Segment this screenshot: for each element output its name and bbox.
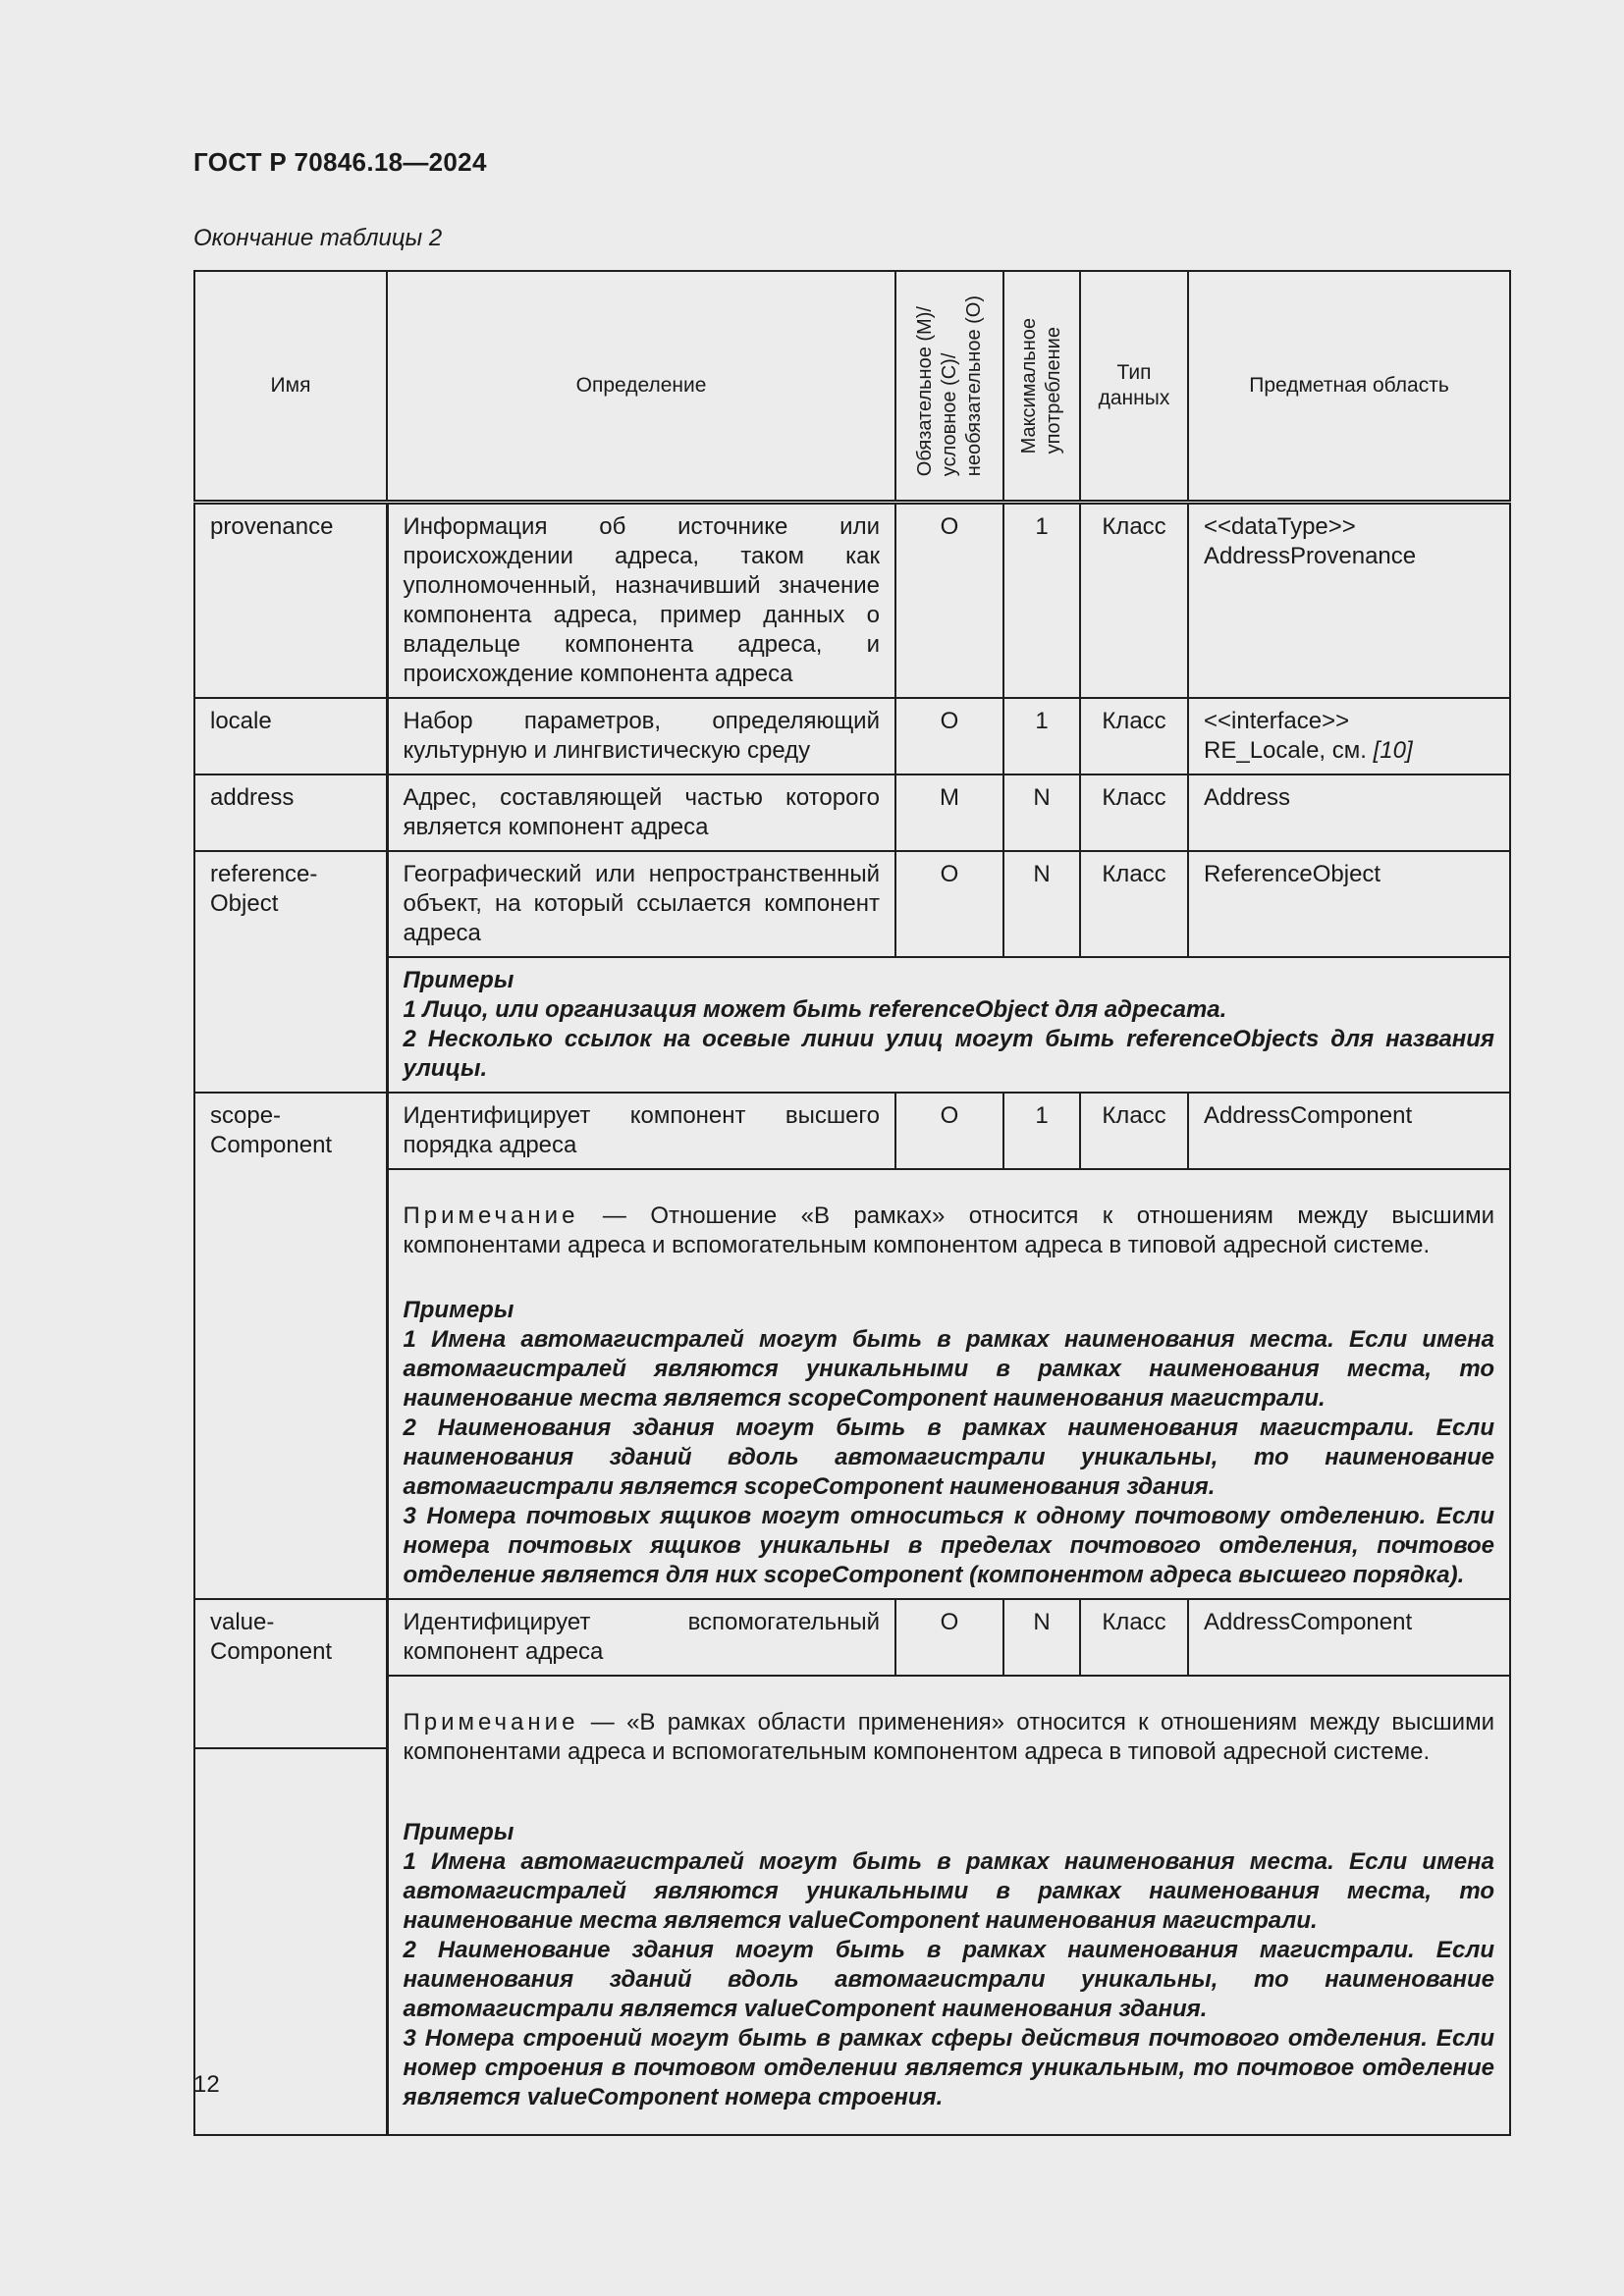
row-name-part: value- (210, 1609, 275, 1635)
row-max: N (1003, 774, 1080, 851)
header-name: Имя (194, 271, 387, 503)
row-max: 1 (1003, 1093, 1080, 1169)
row-domain: AddressComponent (1188, 1599, 1510, 1676)
table-row-examples (194, 1676, 1510, 2135)
examples-title: Примеры (403, 967, 514, 993)
row-type: Класс (1080, 851, 1188, 957)
row-type: Класс (1080, 1599, 1188, 1676)
row-obligation: O (895, 698, 1003, 774)
header-definition: Определение (387, 271, 895, 503)
note-label: Примечание (403, 1709, 579, 1735)
header-obligation-line: Обязательное (M)/ (913, 305, 936, 477)
row-name-part: reference- (210, 861, 318, 887)
row-domain (1188, 698, 1510, 774)
row-definition: Идентифицирует компонент высшего порядка адреса (387, 1093, 895, 1169)
table-row (194, 1093, 1510, 1169)
row-obligation: O (895, 851, 1003, 957)
example-item: 2 Несколько ссылок на осевые линии улиц могут быть referenceObjects для названия улицы. (403, 1026, 1494, 1082)
row-type: Класс (1080, 503, 1188, 699)
table-row-examples (194, 1169, 1510, 1599)
bibliography-reference-link[interactable]: [10] (1373, 737, 1413, 764)
table-row (194, 698, 1510, 774)
row-obligation: O (895, 503, 1003, 699)
examples-title: Примеры (403, 1297, 514, 1323)
row-domain: ReferenceObject (1188, 851, 1510, 957)
row-domain (1188, 503, 1510, 699)
attributes-table (193, 270, 1511, 2136)
row-name (194, 1599, 387, 2135)
example-item: 3 Номера почтовых ящиков могут относиться к одному почтовому отделению. Если номера почтовых ящиков уникальны в пределах почтового отделения, почтовое отделение является для них scopeComponent (компонентом адреса высшего порядка). (403, 1503, 1494, 1588)
row-definition: Географический или непространственный объект, на который ссылается компонент адреса (387, 851, 895, 957)
document-title: ГОСТ Р 70846.18—2024 (193, 147, 487, 177)
header-obligation-line: необязательное (O) (962, 294, 985, 477)
row-obligation: M (895, 774, 1003, 851)
note-text: — Отношение «В рамках» относится к отношениям между высшими компонентами адреса и вспомогательным компонентом адреса в типовой адресной системе. (403, 1202, 1494, 1258)
row-domain: Address (1188, 774, 1510, 851)
header-obligation (895, 271, 1003, 503)
examples-block (387, 957, 1510, 1093)
row-max: N (1003, 851, 1080, 957)
example-item: 1 Имена автомагистралей могут быть в рамках наименования места. Если имена автомагистралей являются уникальными в рамках наименования места, то наименование места является valueComponent наименования магистрали. (403, 1848, 1494, 1934)
header-max-occurrence (1003, 271, 1080, 503)
table-row-examples (194, 957, 1510, 1093)
row-obligation: O (895, 1599, 1003, 1676)
row-name: address (194, 774, 387, 851)
row-definition: Набор параметров, определяющий культурную и лингвистическую среду (387, 698, 895, 774)
row-name: provenance (194, 503, 387, 699)
examples-block (404, 1296, 1495, 1590)
header-type-line: данных (1098, 387, 1170, 409)
row-definition: Информация об источнике или происхождении адреса, таком как уполномоченный, назначивший значение компонента адреса, пример данных о владельце компонента адреса, и происхождение компонента адреса (387, 503, 895, 699)
header-max-line: употребление (1043, 326, 1064, 454)
example-item: 1 Имена автомагистралей могут быть в рамках наименования места. Если имена автомагистралей являются уникальными в рамках наименования места, то наименование места является scopeComponent наименования магистрали. (403, 1326, 1494, 1412)
row-domain: AddressComponent (1188, 1093, 1510, 1169)
row-definition: Адрес, составляющей частью которого является компонент адреса (387, 774, 895, 851)
page-number: 12 (193, 2071, 220, 2098)
row-definition: Идентифицирует вспомогательный компонент адреса (387, 1599, 895, 1676)
table-row (194, 1599, 1510, 1676)
row-name-part: scope- (210, 1102, 282, 1129)
domain-class: AddressProvenance (1204, 543, 1417, 569)
example-item: 2 Наименования здания могут быть в рамках наименования магистрали. Если наименования зданий вдоль автомагистрали уникальны, то наименование автомагистрали является scopeComponent наименования здания. (403, 1415, 1494, 1500)
domain-stereotype: <<dataType>> (1204, 513, 1356, 540)
examples-title: Примеры (403, 1819, 514, 1845)
table-row (194, 774, 1510, 851)
row-name-part: Object (210, 890, 279, 917)
domain-class (1204, 736, 1494, 766)
note (404, 1708, 1495, 1767)
row-max: 1 (1003, 698, 1080, 774)
row-name-part: Component (210, 1638, 333, 1665)
table-caption: Окончание таблицы 2 (193, 225, 443, 251)
row-name (194, 851, 387, 1093)
notes-and-examples (387, 1676, 1510, 2135)
table-row (194, 851, 1510, 957)
domain-stereotype: <<interface>> (1204, 708, 1350, 734)
header-data-type (1080, 271, 1188, 503)
row-type: Класс (1080, 774, 1188, 851)
row-obligation: O (895, 1093, 1003, 1169)
example-item: 2 Наименование здания могут быть в рамках наименования магистрали. Если наименования зданий вдоль автомагистрали уникальны, то наименование автомагистрали является valueComponent наименования здания. (403, 1937, 1494, 2022)
header-type-line: Тип (1116, 361, 1152, 384)
empty-name-cell (195, 1747, 386, 1749)
row-name (194, 1093, 387, 1599)
domain-class-text: RE_Locale, см. (1204, 737, 1374, 764)
row-name-part: Component (210, 1132, 333, 1158)
header-max-line: Максимальное (1018, 317, 1040, 454)
notes-and-examples (387, 1169, 1510, 1599)
table-row (194, 503, 1510, 699)
header-obligation-line: условное (C)/ (938, 352, 960, 477)
examples-block (404, 1818, 1495, 2112)
row-max: N (1003, 1599, 1080, 1676)
row-type: Класс (1080, 698, 1188, 774)
table-header-row (194, 271, 1510, 503)
note (404, 1201, 1495, 1260)
example-item: 1 Лицо, или организация может быть referenceObject для адресата. (403, 996, 1227, 1023)
example-item: 3 Номера строений могут быть в рамках сферы действия почтового отделения. Если номер строения в почтовом отделении является уникальным, то почтовое отделение является valueComponent номера строения. (403, 2025, 1494, 2110)
row-max: 1 (1003, 503, 1080, 699)
note-text: — «В рамках области применения» относится к отношениям между высшими компонентами адреса и вспомогательным компонентом адреса в типовой адресной системе. (403, 1709, 1494, 1765)
row-name: locale (194, 698, 387, 774)
note-label: Примечание (403, 1202, 579, 1229)
header-domain: Предметная область (1188, 271, 1510, 503)
row-type: Класс (1080, 1093, 1188, 1169)
